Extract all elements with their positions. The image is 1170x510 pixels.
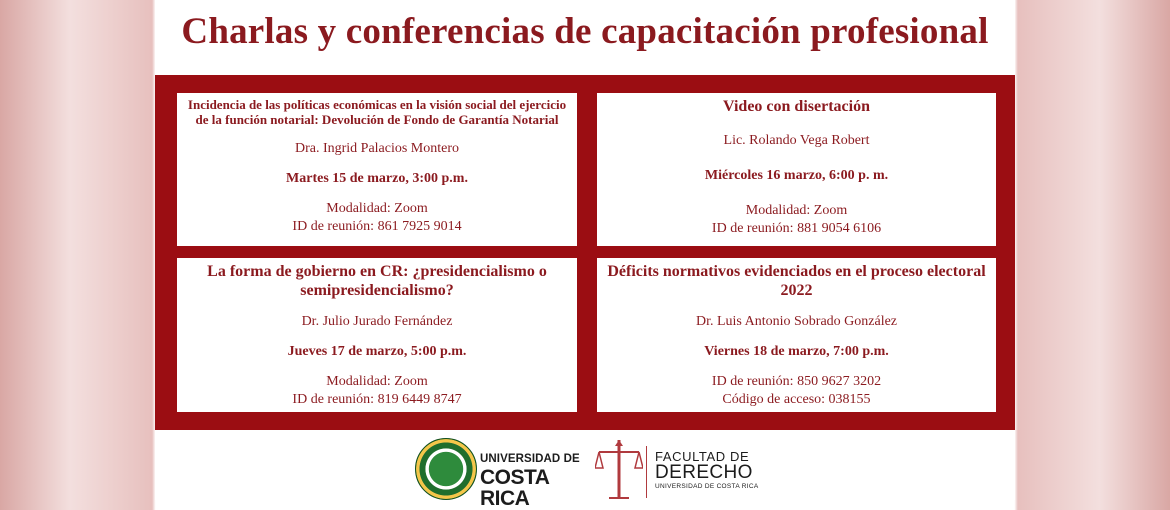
event-title: Déficits normativos evidenciados en el proceso electoral 2022 (607, 263, 986, 299)
event-date: Viernes 18 de marzo, 7:00 p.m. (704, 343, 889, 359)
event-card-1 (177, 93, 577, 246)
event-modality: Modalidad: Zoom (326, 201, 428, 217)
event-card-3 (177, 258, 577, 412)
justice-scale-icon (595, 438, 643, 500)
faculty-line-3: UNIVERSIDAD DE COSTA RICA (655, 483, 759, 490)
flyer-panel (155, 0, 1015, 510)
event-meeting-id: ID de reunión: 819 6449 8747 (292, 392, 462, 408)
ucr-line-2: COSTA RICA (480, 465, 549, 510)
event-modality: Modalidad: Zoom (326, 374, 428, 390)
event-access-code: Código de acceso: 038155 (722, 392, 871, 408)
event-speaker: Lic. Rolando Vega Robert (723, 132, 870, 148)
ucr-seal-icon (415, 438, 477, 500)
event-date: Miércoles 16 marzo, 6:00 p. m. (704, 168, 889, 184)
event-date: Martes 15 de marzo, 3:00 p.m. (286, 170, 468, 186)
logos-footer (155, 430, 1015, 510)
faculty-divider (646, 446, 647, 498)
event-card-2 (597, 93, 996, 246)
event-speaker: Dr. Julio Jurado Fernández (301, 313, 453, 329)
events-band (155, 75, 1015, 430)
ucr-line-1: UNIVERSIDAD DE (480, 453, 580, 465)
event-modality: Modalidad: Zoom (745, 203, 848, 219)
event-title: Incidencia de las políticas económicas en la visión social del ejercicio de la función notarial: Devolución de Fondo de Garantía Notarial (187, 97, 567, 128)
event-meeting-id: ID de reunión: 850 9627 3202 (711, 374, 882, 390)
faculty-line-1: FACULTAD DE (655, 449, 750, 464)
ucr-logo-text (480, 454, 585, 509)
event-title: Video con disertación (723, 98, 870, 115)
event-date: Jueves 17 de marzo, 5:00 p.m. (287, 343, 467, 359)
event-meeting-id: ID de reunión: 881 9054 6106 (711, 221, 882, 237)
event-speaker: Dra. Ingrid Palacios Montero (294, 140, 460, 156)
page-title: Charlas y conferencias de capacitación profesional (181, 11, 989, 52)
faculty-logo-text (655, 450, 758, 491)
event-card-4 (597, 258, 996, 412)
event-speaker: Dr. Luis Antonio Sobrado González (695, 313, 898, 329)
event-title: La forma de gobierno en CR: ¿presidencialismo o semipresidencialismo? (207, 263, 547, 299)
event-meeting-id: ID de reunión: 861 7925 9014 (292, 219, 462, 235)
faculty-line-2: DERECHO (655, 462, 753, 483)
